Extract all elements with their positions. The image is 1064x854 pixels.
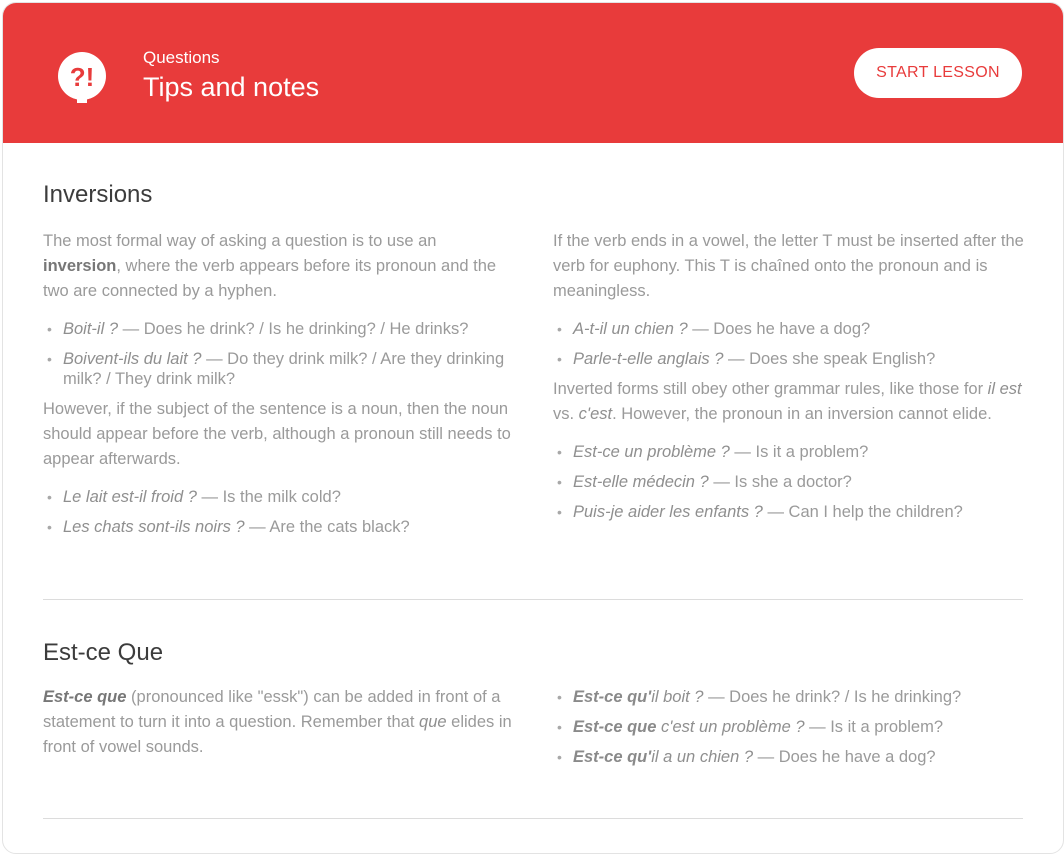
speech-bubble-question-exclamation-icon	[55, 51, 109, 105]
logo-glyph: ?!	[69, 62, 95, 92]
header-title: Tips and notes	[143, 72, 320, 102]
list-item: • Est-ce que c'est un problème ? — Is it a problem?	[553, 717, 1025, 737]
list-item: • Est-ce qu'il a un chien ? — Does he have a dog?	[553, 747, 1025, 767]
list-item: • Puis-je aider les enfants ? — Can I help the children?	[553, 502, 1025, 522]
list-item: • Parle-t-elle anglais ? — Does she speak English?	[553, 349, 1025, 369]
section-divider	[43, 599, 1023, 600]
list-item: • Est-ce qu'il boit ? — Does he drink? / Is he drinking?	[553, 687, 1025, 707]
noun-examples-list	[43, 487, 515, 537]
tips-card	[2, 2, 1064, 854]
grammar-rules-note: Inverted forms still obey other grammar rules, like those for il est vs. c'est. However, the pronoun in an inversion cannot elide.	[553, 380, 1022, 423]
list-item: • Est-ce un problème ? — Is it a problem?	[553, 442, 1025, 462]
list-item: • Le lait est-il froid ? — Is the milk cold?	[43, 487, 515, 507]
est-ce-que-right-column	[553, 687, 1025, 767]
section-divider	[43, 818, 1023, 819]
inversions-intro: The most formal way of asking a question is to use an inversion, where the verb appears before its pronoun and the two are connected by a hyphen.	[43, 232, 497, 300]
list-item: • Les chats sont-ils noirs ? — Are the cats black?	[43, 517, 515, 537]
euphony-note: If the verb ends in a vowel, the letter T must be inserted after the verb for euphony. This T is chaîned onto the pronoun and is meaningless.	[553, 232, 1024, 300]
list-item: • Boit-il ? — Does he drink? / Is he drinking? / He drinks?	[43, 319, 515, 339]
lesson-header	[3, 3, 1063, 143]
inversions-examples-list	[43, 319, 515, 389]
header-subtitle: Questions	[143, 48, 220, 67]
list-item: • A-t-il un chien ? — Does he have a dog?	[553, 319, 1025, 339]
start-lesson-button[interactable]: START LESSON	[854, 48, 1022, 98]
list-item: • Est-elle médecin ? — Is she a doctor?	[553, 472, 1025, 492]
est-ce-que-explanation: Est-ce que (pronounced like "essk") can be added in front of a statement to turn it into a question. Remember that que elides in front of vowel sounds.	[43, 688, 512, 756]
elision-examples-list	[553, 442, 1025, 522]
inversion-term: inversion	[43, 257, 117, 275]
list-item: • Boivent-ils du lait ? — Do they drink milk? / Are they drinking milk? / They drink milk?	[43, 349, 515, 389]
euphony-examples-list	[553, 319, 1025, 369]
section-title-inversions: Inversions	[43, 181, 153, 208]
inversions-left-column	[43, 229, 515, 537]
noun-subject-note: However, if the subject of the sentence is a noun, then the noun should appear before the verb, although a pronoun still needs to appear afterwards.	[43, 400, 511, 468]
est-ce-que-examples-list	[553, 687, 1025, 767]
inversions-right-column	[553, 229, 1025, 522]
section-title-est-ce-que: Est-ce Que	[43, 639, 164, 666]
est-ce-que-left-column	[43, 685, 515, 760]
